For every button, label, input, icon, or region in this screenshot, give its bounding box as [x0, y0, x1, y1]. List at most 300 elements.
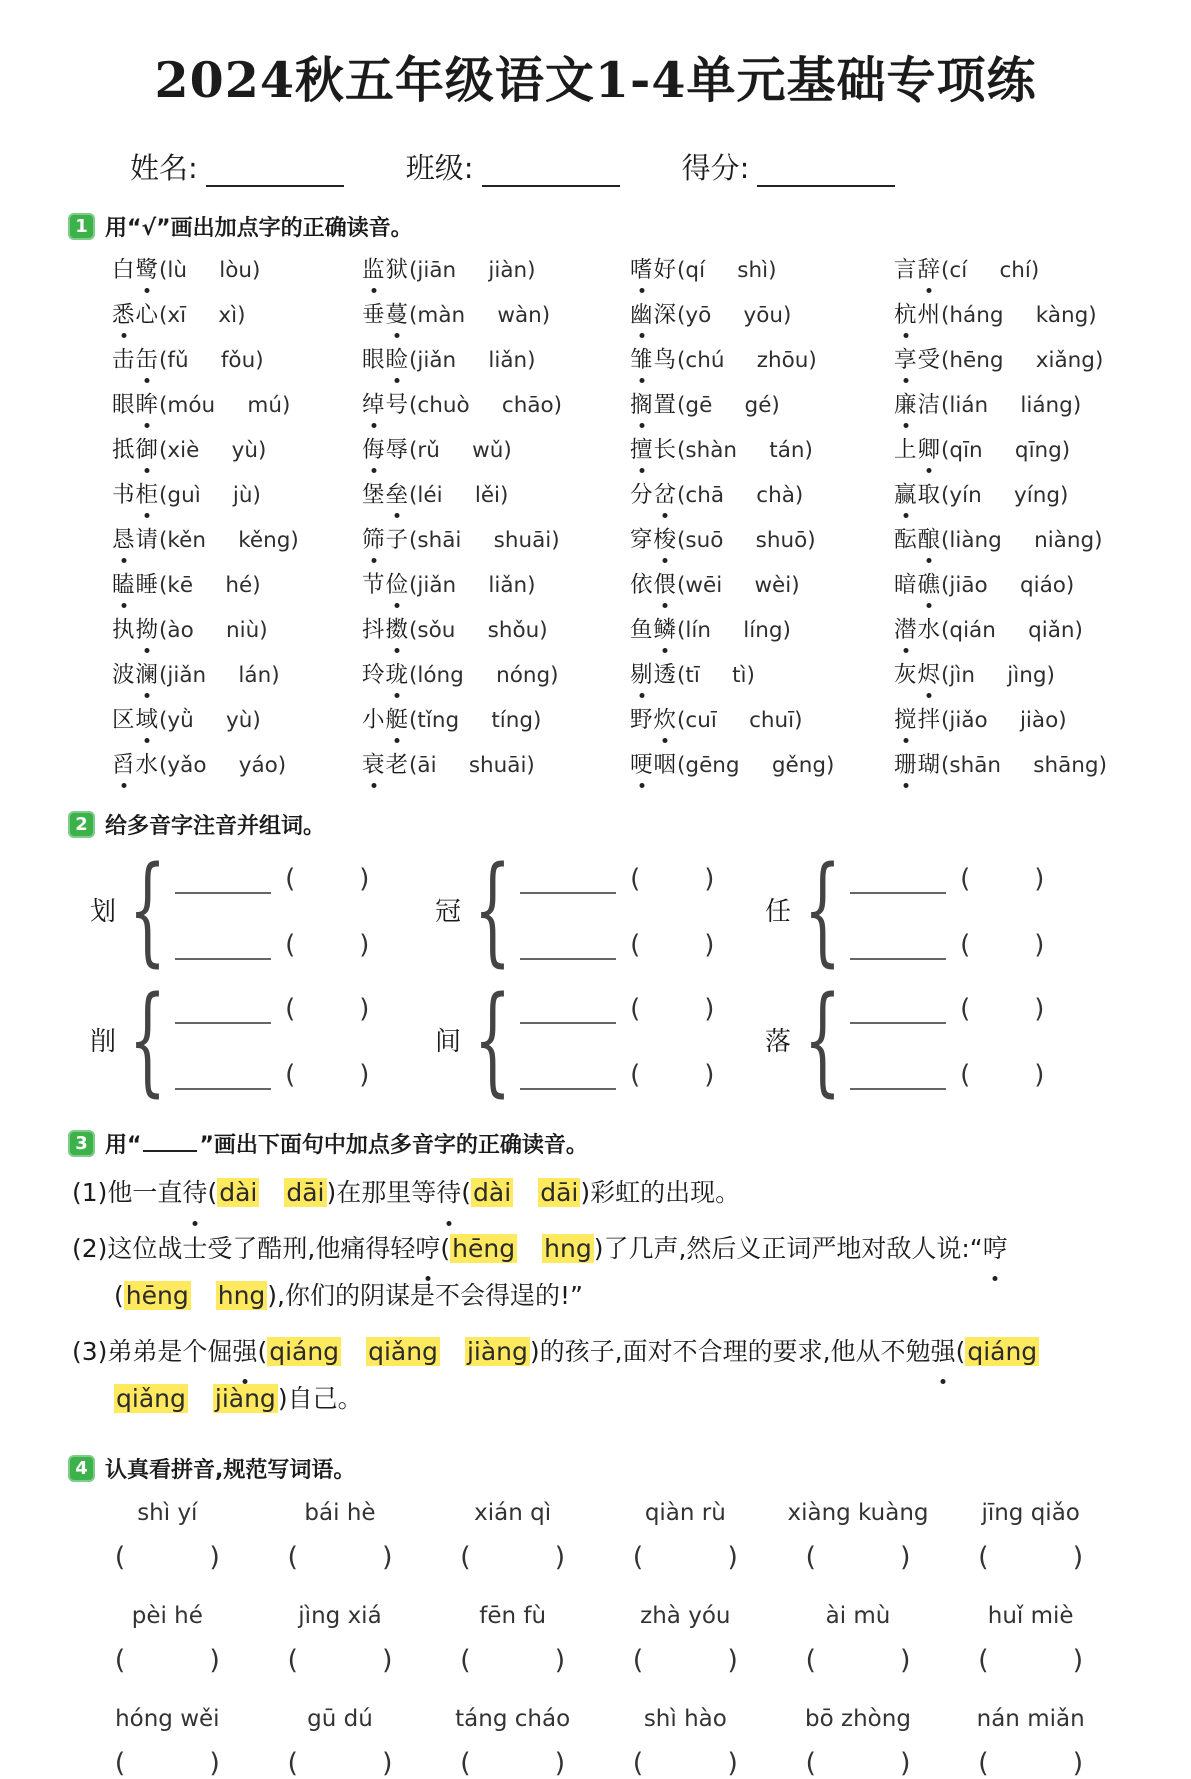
close-paren: )	[1034, 864, 1045, 895]
open-paren: (	[114, 1747, 126, 1779]
pinyin-options[interactable]: (gēng gěng)	[677, 753, 835, 778]
word-entry	[630, 252, 894, 284]
pinyin-choice-grid	[112, 252, 1131, 779]
score-label: 得分:	[681, 151, 750, 185]
word-entry	[894, 747, 1131, 779]
close-paren: )	[554, 1644, 566, 1676]
answer-parens[interactable]	[775, 1645, 942, 1676]
pinyin-options[interactable]: (shāi shuāi)	[409, 528, 560, 553]
word-characters: 哽咽	[630, 752, 677, 778]
word-characters: 杭州	[894, 302, 941, 328]
pinyin-options[interactable]: (léi lěi)	[409, 483, 509, 508]
word-entry	[894, 252, 1131, 284]
word-entry	[630, 297, 894, 329]
highlighted-pinyin-option[interactable]: hng	[217, 1281, 266, 1311]
open-paren: (	[287, 1541, 298, 1573]
polyphone-group	[765, 840, 1131, 978]
answer-parens[interactable]	[429, 1645, 596, 1676]
pinyin-options[interactable]: (kěn kěng)	[159, 528, 299, 553]
word-characters: 抵御	[112, 437, 159, 463]
word-characters: 鱼鳞	[630, 617, 677, 643]
dotted-character: 强	[232, 1328, 257, 1376]
open-paren: (	[630, 930, 641, 961]
word-characters: 悉心	[112, 302, 159, 328]
pinyin-write-item	[602, 1603, 769, 1676]
close-paren: )	[1072, 1644, 1084, 1676]
word-characters: 眼睑	[362, 347, 409, 373]
pinyin-options[interactable]: (jiǎn liǎn)	[409, 573, 536, 598]
dotted-character: 鹭	[136, 252, 160, 284]
dotted-character: 杭	[894, 297, 918, 329]
dotted-character: 待	[436, 1169, 461, 1217]
section-3-header	[68, 1128, 1131, 1159]
close-paren: )	[704, 1060, 715, 1091]
polyphone-answer-row	[175, 924, 369, 960]
word-characters: 书柜	[112, 482, 159, 508]
polyphone-grid	[90, 840, 1131, 1109]
dotted-character: 监	[362, 252, 386, 284]
word-entry	[362, 567, 630, 599]
pinyin-options[interactable]: (xiè yù)	[159, 438, 267, 463]
name-label: 姓名:	[130, 151, 198, 185]
word-characters: 廉洁	[894, 392, 941, 418]
word-entry	[894, 612, 1131, 644]
polyphone-answer-row	[850, 924, 1044, 960]
highlighted-pinyin-option[interactable]: qiáng	[269, 1336, 340, 1366]
pinyin-blank[interactable]	[175, 1058, 271, 1090]
sentence-line: (1)他一直待(dài dāi)在那里等待(dài dāi)彩虹的出现。	[72, 1169, 1131, 1217]
brace-icon: {	[803, 840, 842, 978]
pinyin-label: xián qì	[474, 1499, 552, 1526]
pinyin-options[interactable]: (yín yíng)	[941, 483, 1069, 508]
pinyin-options[interactable]: (āi shuāi)	[409, 753, 535, 778]
word-entry	[630, 522, 894, 554]
word-characters: 幽深	[630, 302, 677, 328]
close-paren: )	[209, 1747, 220, 1779]
highlighted-pinyin-option[interactable]: dāi	[540, 1178, 579, 1208]
answer-parens[interactable]	[257, 1645, 424, 1676]
answer-parens[interactable]	[775, 1542, 942, 1573]
dotted-character: 幽	[630, 297, 654, 329]
pinyin-write-item	[602, 1706, 769, 1779]
polyphone-character: 冠	[435, 896, 462, 927]
sentence-line: (3)弟弟是个倔强(qiáng qiǎng jiàng)的孩子,面对不合理的要求,他从不勉强(qiáng	[72, 1328, 1131, 1376]
dotted-character: 雏	[630, 342, 654, 374]
dotted-character: 睑	[386, 342, 410, 374]
answer-rows	[175, 858, 369, 960]
pinyin-options[interactable]: (cuī chuī)	[677, 708, 803, 733]
word-characters: 执拗	[112, 617, 159, 643]
dotted-character: 岔	[654, 477, 678, 509]
word-entry	[112, 657, 362, 689]
pinyin-options[interactable]: (tī tì)	[677, 663, 755, 688]
dotted-character: 酿	[918, 522, 942, 554]
pinyin-blank[interactable]	[520, 992, 616, 1024]
word-entry	[630, 612, 894, 644]
dotted-character: 烬	[918, 657, 942, 689]
word-entry	[112, 342, 362, 374]
pinyin-options[interactable]: (ào niù)	[159, 618, 268, 643]
dotted-character: 赢	[894, 477, 918, 509]
polyphone-character: 划	[90, 896, 117, 927]
word-entry	[894, 702, 1131, 734]
dotted-character: 柜	[136, 477, 160, 509]
pinyin-options[interactable]: (guì jù)	[159, 483, 261, 508]
pinyin-blank[interactable]	[520, 928, 616, 960]
class-label: 班级:	[405, 151, 474, 185]
pinyin-options[interactable]: (rǔ wǔ)	[409, 438, 512, 463]
word-characters: 筛子	[362, 527, 409, 553]
pinyin-options[interactable]: (jiāo qiáo)	[941, 573, 1075, 598]
section-1-title: 用“√”画出加点字的正确读音。	[105, 216, 413, 241]
pinyin-options[interactable]: (xī xì)	[159, 303, 246, 328]
word-characters: 酝酿	[894, 527, 941, 553]
sentence	[72, 1225, 1131, 1320]
pinyin-label: fēn fù	[479, 1602, 547, 1629]
dotted-character: 哽	[630, 747, 654, 779]
word-entry	[362, 747, 630, 779]
open-paren: (	[978, 1644, 989, 1676]
pinyin-blank[interactable]	[850, 928, 946, 960]
pinyin-options[interactable]: (cí chí)	[941, 258, 1040, 283]
open-paren: (	[630, 1060, 641, 1091]
word-characters: 野炊	[630, 707, 677, 733]
brace-icon: {	[803, 970, 842, 1109]
pinyin-blank[interactable]	[850, 1058, 946, 1090]
highlighted-pinyin-option[interactable]: qiǎng	[116, 1384, 186, 1414]
close-paren: )	[727, 1644, 738, 1676]
pinyin-options[interactable]: (yǜ yù)	[159, 708, 261, 733]
sentence	[72, 1328, 1131, 1423]
word-entry	[362, 342, 630, 374]
pinyin-options[interactable]: (gē gé)	[677, 393, 780, 418]
section-2-title: 给多音字注音并组词。	[105, 814, 326, 839]
title-underline-blank	[143, 1130, 197, 1152]
word-characters: 小艇	[362, 707, 409, 733]
pinyin-options[interactable]: (yǎo yáo)	[159, 753, 287, 778]
dotted-character: 廉	[894, 387, 918, 419]
word-characters: 灰烬	[894, 662, 941, 688]
word-entry	[112, 522, 362, 554]
word-entry	[362, 432, 630, 464]
pinyin-options[interactable]: (jiǎn lán)	[159, 663, 280, 688]
word-characters: 赢取	[894, 482, 941, 508]
pinyin-options[interactable]: (màn wàn)	[409, 303, 551, 328]
open-paren: (	[114, 1644, 126, 1676]
pinyin-blank[interactable]	[520, 1058, 616, 1090]
pinyin-label: zhà yóu	[640, 1602, 731, 1629]
dotted-character: 擞	[386, 612, 410, 644]
dotted-character: 蔓	[386, 297, 410, 329]
answer-parens[interactable]	[602, 1645, 769, 1676]
pinyin-options[interactable]: (chuò chāo)	[409, 393, 563, 418]
brace-icon: {	[128, 970, 167, 1109]
dotted-character: 筛	[362, 522, 386, 554]
pinyin-options[interactable]: (kē hé)	[159, 573, 261, 598]
close-paren: )	[359, 864, 370, 895]
answer-parens[interactable]	[602, 1542, 769, 1573]
pinyin-label: bō zhòng	[805, 1705, 911, 1732]
polyphone-answer-row	[850, 988, 1044, 1024]
answer-parens[interactable]	[84, 1542, 251, 1573]
highlighted-pinyin-option[interactable]: hēng	[125, 1281, 189, 1311]
pinyin-options[interactable]: (wēi wèi)	[677, 573, 800, 598]
pinyin-options[interactable]: (lóng nóng)	[409, 663, 559, 688]
score-blank[interactable]	[757, 155, 895, 187]
pinyin-blank[interactable]	[175, 862, 271, 894]
close-paren: )	[381, 1747, 393, 1779]
word-characters: 白鹭	[112, 257, 159, 283]
pinyin-options[interactable]: (jiān jiàn)	[409, 258, 536, 283]
word-entry	[362, 252, 630, 284]
word-characters: 言辞	[894, 257, 941, 283]
pinyin-write-item	[429, 1706, 596, 1779]
dotted-character: 珑	[386, 657, 410, 689]
answer-parens[interactable]	[947, 1645, 1114, 1676]
pinyin-label: jīng qiǎo	[981, 1499, 1080, 1526]
word-characters: 节俭	[362, 572, 409, 598]
pinyin-label: jìng xiá	[298, 1602, 382, 1629]
close-paren: )	[704, 930, 715, 961]
highlighted-pinyin-option[interactable]: qiáng	[967, 1336, 1038, 1366]
close-paren: )	[209, 1541, 220, 1573]
open-paren: (	[805, 1644, 816, 1676]
word-entry	[362, 477, 630, 509]
pinyin-options[interactable]: (liàng niàng)	[941, 528, 1103, 553]
sentence-list	[72, 1169, 1131, 1423]
word-entry	[112, 432, 362, 464]
answer-rows	[175, 988, 369, 1090]
word-entry	[894, 297, 1131, 329]
pinyin-options[interactable]: (jìn jìng)	[941, 663, 1055, 688]
dotted-character: 垒	[386, 477, 410, 509]
polyphone-answer-row	[520, 924, 714, 960]
dotted-character: 拗	[136, 612, 160, 644]
section-3-badge: 3	[68, 1130, 95, 1157]
answer-parens[interactable]	[257, 1542, 424, 1573]
word-entry	[112, 252, 362, 284]
highlighted-pinyin-option[interactable]: jiàng	[214, 1384, 276, 1414]
word-characters: 剔透	[630, 662, 677, 688]
answer-parens[interactable]	[429, 1748, 596, 1779]
word-characters: 穿梭	[630, 527, 677, 553]
pinyin-options[interactable]: (suō shuō)	[677, 528, 816, 553]
pinyin-options[interactable]: (háng kàng)	[941, 303, 1097, 328]
polyphone-answer-row	[175, 988, 369, 1024]
section-1-header	[68, 211, 1131, 242]
open-paren: (	[632, 1541, 644, 1573]
word-characters: 恳请	[112, 527, 159, 553]
close-paren: )	[359, 1060, 370, 1091]
dotted-character: 偎	[654, 567, 678, 599]
student-info-row	[130, 146, 1131, 187]
dotted-character: 强	[931, 1328, 956, 1376]
section-2-badge: 2	[68, 811, 95, 838]
pinyin-options[interactable]: (móu mú)	[159, 393, 291, 418]
dotted-character: 剔	[630, 657, 654, 689]
dotted-character: 哼	[983, 1225, 1008, 1273]
word-characters: 眼眸	[112, 392, 159, 418]
pinyin-write-item	[775, 1603, 942, 1676]
pinyin-options[interactable]: (qí shì)	[677, 258, 777, 283]
pinyin-options[interactable]: (jiǎn liǎn)	[409, 348, 536, 373]
pinyin-blank[interactable]	[850, 992, 946, 1024]
pinyin-options[interactable]: (tǐng tíng)	[409, 708, 542, 733]
section-3-title: 用“ ”画出下面句中加点多音字的正确读音。	[105, 1128, 588, 1159]
close-paren: )	[554, 1747, 566, 1779]
word-entry	[894, 522, 1131, 554]
pinyin-options[interactable]: (shàn tán)	[677, 438, 813, 463]
word-entry	[894, 432, 1131, 464]
pinyin-blank[interactable]	[175, 928, 271, 960]
word-entry	[894, 387, 1131, 419]
answer-rows	[850, 988, 1044, 1090]
pinyin-options[interactable]: (qīn qīng)	[941, 438, 1071, 463]
word-characters: 堡垒	[362, 482, 409, 508]
pinyin-options[interactable]: (shān shāng)	[941, 753, 1107, 778]
pinyin-write-item	[257, 1500, 424, 1573]
word-entry	[112, 567, 362, 599]
open-paren: (	[960, 994, 971, 1025]
pinyin-write-item	[257, 1603, 424, 1676]
word-characters: 珊瑚	[894, 752, 941, 778]
pinyin-options[interactable]: (yō yōu)	[677, 303, 792, 328]
open-paren: (	[285, 864, 296, 895]
section-2-header	[68, 809, 1131, 840]
open-paren: (	[632, 1644, 644, 1676]
close-paren: )	[381, 1644, 393, 1676]
answer-parens[interactable]	[947, 1542, 1114, 1573]
open-paren: (	[805, 1747, 816, 1779]
polyphone-answer-row	[850, 858, 1044, 894]
open-paren: (	[460, 1747, 471, 1779]
close-paren: )	[899, 1747, 911, 1779]
word-characters: 搅拌	[894, 707, 941, 733]
pinyin-write-item	[775, 1706, 942, 1779]
highlighted-pinyin-option[interactable]: dài	[473, 1178, 512, 1208]
word-entry	[362, 702, 630, 734]
highlighted-pinyin-option[interactable]: qiǎng	[368, 1336, 438, 1366]
pinyin-options[interactable]: (jiǎo jiào)	[941, 708, 1067, 733]
dotted-character: 梭	[654, 522, 678, 554]
sentence-line: (hēng hng),你们的阴谋是不会得逞的!”	[114, 1281, 583, 1311]
pinyin-options[interactable]: (qián qiǎn)	[941, 618, 1083, 643]
dotted-character: 俭	[386, 567, 410, 599]
highlighted-pinyin-option[interactable]: jiàng	[466, 1336, 528, 1366]
pinyin-options[interactable]: (fǔ fǒu)	[159, 348, 264, 373]
word-characters: 分岔	[630, 482, 677, 508]
dotted-character: 辞	[918, 252, 942, 284]
highlighted-pinyin-option[interactable]: hēng	[452, 1233, 516, 1263]
dotted-character: 待	[182, 1169, 207, 1217]
pinyin-blank[interactable]	[850, 862, 946, 894]
class-blank[interactable]	[482, 155, 620, 187]
word-entry	[630, 342, 894, 374]
answer-parens[interactable]	[84, 1645, 251, 1676]
answer-parens[interactable]	[947, 1748, 1114, 1779]
close-paren: )	[1034, 994, 1045, 1025]
word-entry	[112, 477, 362, 509]
word-characters: 衰老	[362, 752, 409, 778]
highlighted-pinyin-option[interactable]: dài	[219, 1178, 258, 1208]
pinyin-options[interactable]: (lù lòu)	[159, 258, 261, 283]
dotted-character: 眸	[136, 387, 160, 419]
polyphone-character: 落	[765, 1026, 792, 1057]
pinyin-write-grid	[84, 1500, 1114, 1779]
highlighted-pinyin-option[interactable]: dāi	[286, 1178, 325, 1208]
word-entry	[112, 702, 362, 734]
polyphone-character: 任	[765, 896, 792, 927]
pinyin-options[interactable]: (chā chà)	[677, 483, 804, 508]
close-paren: )	[1072, 1747, 1084, 1779]
close-paren: )	[899, 1644, 911, 1676]
answer-parens[interactable]	[429, 1542, 596, 1573]
word-characters: 舀水	[112, 752, 159, 778]
word-entry	[112, 747, 362, 779]
name-blank[interactable]	[206, 155, 344, 187]
pinyin-options[interactable]: (sǒu shǒu)	[409, 618, 548, 643]
polyphone-group	[435, 840, 765, 978]
close-paren: )	[727, 1747, 738, 1779]
pinyin-options[interactable]: (lián liáng)	[941, 393, 1082, 418]
polyphone-answer-row	[850, 1054, 1044, 1090]
word-entry	[630, 432, 894, 464]
open-paren: (	[285, 1060, 296, 1091]
open-paren: (	[460, 1644, 471, 1676]
open-paren: (	[285, 930, 296, 961]
open-paren: (	[287, 1747, 298, 1779]
pinyin-write-item	[947, 1500, 1114, 1573]
brace-icon: {	[473, 840, 512, 978]
dotted-character: 嗜	[630, 252, 654, 284]
word-characters: 抖擞	[362, 617, 409, 643]
word-entry	[112, 387, 362, 419]
answer-parens[interactable]	[775, 1748, 942, 1779]
word-entry	[894, 477, 1131, 509]
word-characters: 波澜	[112, 662, 159, 688]
answer-parens[interactable]	[257, 1748, 424, 1779]
dotted-character: 衰	[362, 747, 386, 779]
pinyin-label: nán miǎn	[976, 1705, 1085, 1732]
polyphone-answer-row	[175, 858, 369, 894]
dotted-character: 御	[136, 432, 160, 464]
pinyin-options[interactable]: (lín líng)	[677, 618, 791, 643]
polyphone-character: 削	[90, 1026, 117, 1057]
pinyin-write-item	[84, 1500, 251, 1573]
pinyin-blank[interactable]	[175, 992, 271, 1024]
close-paren: )	[1034, 1060, 1045, 1091]
pinyin-options[interactable]: (hēng xiǎng)	[941, 348, 1104, 373]
class-field	[406, 146, 620, 187]
dotted-character: 恳	[112, 522, 136, 554]
word-entry	[630, 387, 894, 419]
answer-parens[interactable]	[84, 1748, 251, 1779]
answer-parens[interactable]	[602, 1748, 769, 1779]
dotted-character: 搁	[630, 387, 654, 419]
pinyin-blank[interactable]	[520, 862, 616, 894]
highlighted-pinyin-option[interactable]: hng	[544, 1233, 592, 1263]
close-paren: )	[1034, 930, 1045, 961]
pinyin-options[interactable]: (chú zhōu)	[677, 348, 817, 373]
word-entry	[894, 567, 1131, 599]
close-paren: )	[381, 1541, 393, 1573]
answer-rows	[850, 858, 1044, 960]
pinyin-write-item	[84, 1706, 251, 1779]
pinyin-label: shì hào	[643, 1705, 727, 1732]
word-characters: 潜水	[894, 617, 941, 643]
word-entry	[112, 297, 362, 329]
close-paren: )	[1072, 1541, 1084, 1573]
